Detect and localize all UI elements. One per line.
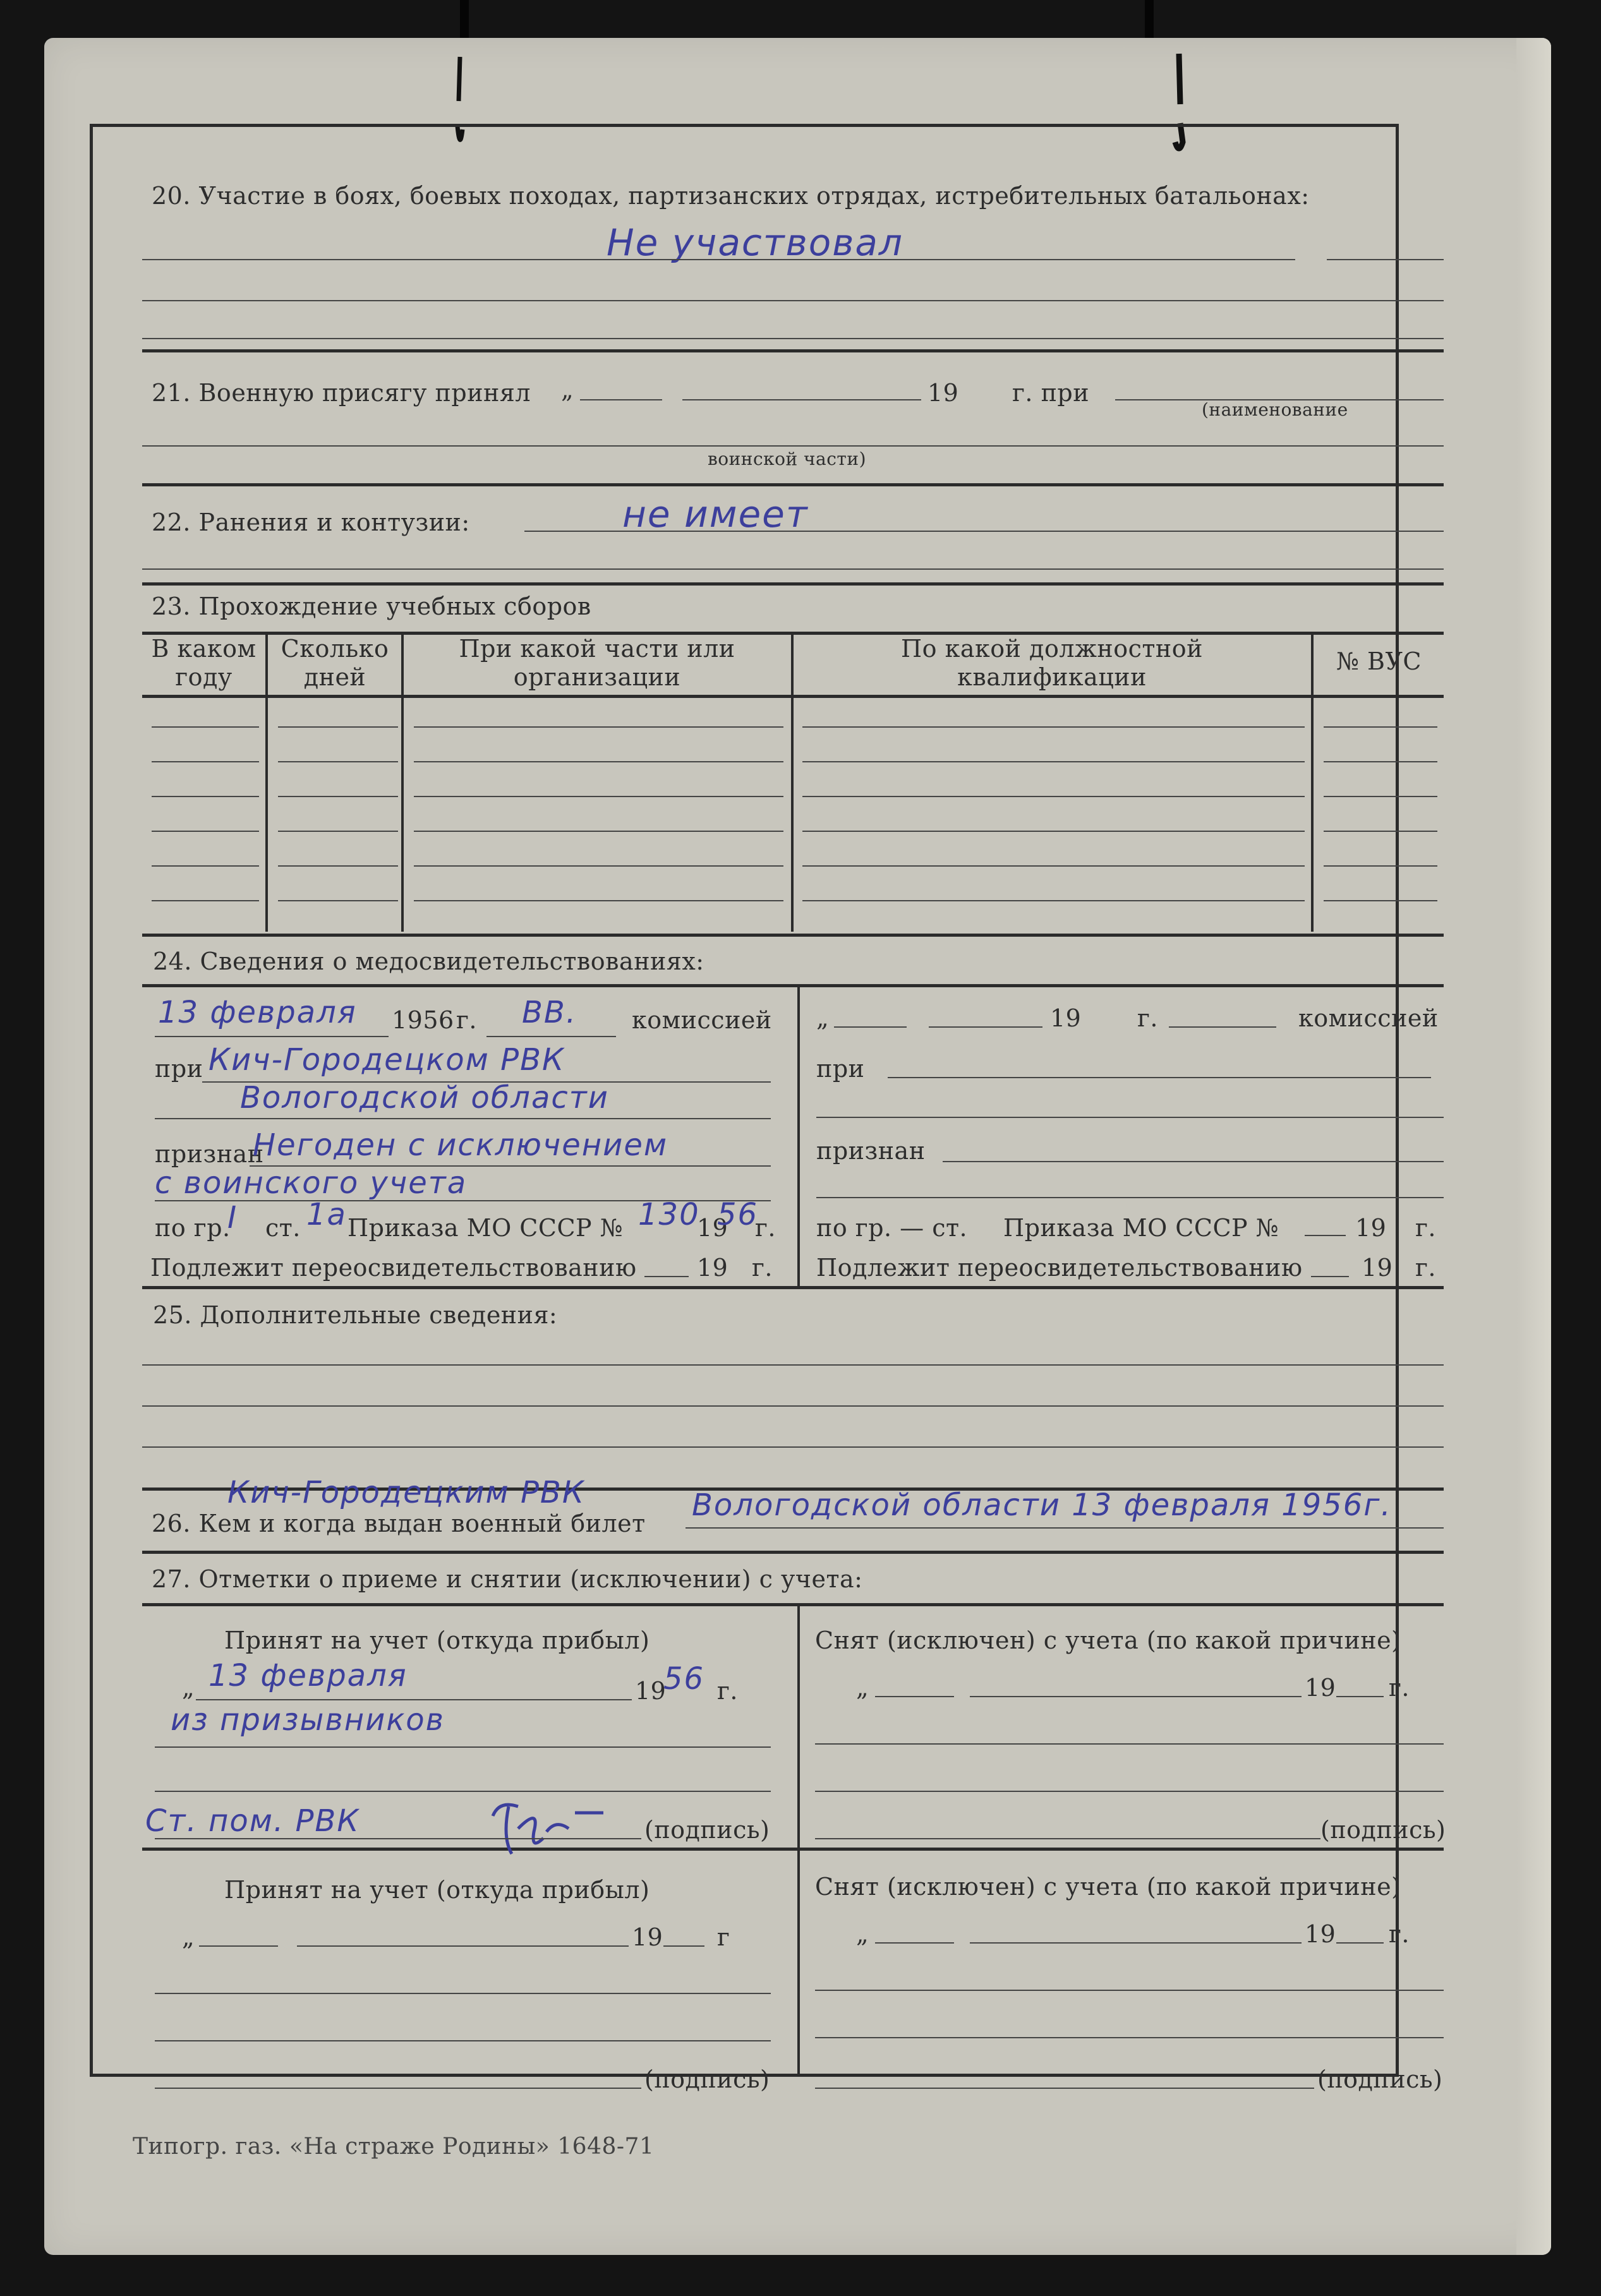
sec23-row-line [414, 761, 783, 762]
sec24-right-g2: г. [1415, 1214, 1436, 1242]
sec23-row-line [414, 796, 783, 797]
sec27-r2-g: г. [1389, 1920, 1410, 1948]
sec27-r1-month-line [970, 1696, 1302, 1697]
sec22-answer: не имеет [622, 493, 809, 536]
sec27-r2-removed: Снят (исключен) с учета (по какой причине) [815, 1873, 1401, 1901]
sec24-left-podlezhit: Подлежит переосвидетельствованию [150, 1254, 637, 1282]
sec20-answer: Не участвовал [607, 221, 904, 264]
sec27-a1-date-hw: 13 февраля [208, 1658, 408, 1693]
sec23-row-line [278, 726, 398, 728]
sec24-right-podlezhit: Подлежит переосвидетельствованию [816, 1254, 1303, 1282]
sec25-line-3 [142, 1446, 1444, 1448]
sec24-right-pri-line-2 [816, 1117, 1444, 1118]
sec27-a2-g: г [717, 1923, 730, 1951]
divider-20-21 [142, 349, 1444, 352]
sec23-row-line [278, 761, 398, 762]
sec23-header-bottom [142, 695, 1444, 698]
sec23-row-line [1324, 900, 1437, 901]
sec24-right-podlezhit-line [1311, 1276, 1349, 1277]
sec24-left-gr-hw: I [227, 1200, 238, 1235]
sec23-row-line [414, 726, 783, 728]
sec27-a2-quote: „ [182, 1923, 195, 1951]
sec23-row-line [1324, 726, 1437, 728]
sec27-a1-accepted: Принят на учет (откуда прибыл) [224, 1626, 650, 1654]
sec21-label: 21. Военную присягу принял [152, 379, 531, 407]
sec27-r1-sign-line [815, 1838, 1320, 1839]
sec24-right-year: 19 [1050, 1004, 1082, 1032]
sec23-row-line [1324, 865, 1437, 867]
sec27-r2-line-2 [815, 1990, 1444, 1991]
sec27-r2-month-line [970, 1942, 1302, 1944]
sec23-row-line [278, 865, 398, 867]
sec27-a1-date-line [196, 1699, 632, 1700]
sec20-label: 20. Участие в боях, боевых походах, партизанских отрядах, истребительных батальонах: [152, 182, 1310, 210]
sec24-right-nr-line [1305, 1235, 1346, 1236]
sec27-r2-signature: (подпись) [1317, 2065, 1443, 2093]
sec24-right-pri-line-1 [888, 1077, 1431, 1078]
sec24-right-quote: „ [816, 1004, 830, 1032]
sec27-a1-year-hw: 56 [663, 1661, 705, 1697]
sec23-row-line [414, 900, 783, 901]
sec21-year: 19 [927, 379, 959, 407]
sec25-line-2 [142, 1405, 1444, 1407]
sec21-g-pri: г. при [1012, 379, 1090, 407]
sec27-a1-signature: (подпись) [644, 1816, 770, 1844]
sec23-row-line [152, 865, 259, 867]
sec23-header-days-2: дней [303, 663, 366, 691]
sec23-row-line [1324, 796, 1437, 797]
divider-23-24 [142, 934, 1444, 937]
sec23-row-line [152, 796, 259, 797]
sec23-row-line [152, 831, 259, 832]
sec24-left-pri: при [155, 1055, 203, 1083]
sec24-right-day-line [834, 1026, 907, 1028]
sec27-r1-removed: Снят (исключен) с учета (по какой причине) [815, 1626, 1401, 1654]
sec27-a1-year: 19 [635, 1677, 667, 1705]
sec23-row-line [802, 865, 1305, 867]
sec24-left-st-hw: 1а [306, 1197, 347, 1232]
sec24-left-commission-line [486, 1036, 616, 1037]
sec22-line-1 [524, 531, 1444, 532]
sec27-r2-line-3 [815, 2037, 1444, 2038]
sec24-right-pri: при [816, 1055, 865, 1083]
sec24-left-priznan-hw-1: Негоден с исключением [253, 1127, 668, 1163]
sec27-a1-sign-hw: Ст. пом. РВК [145, 1803, 360, 1839]
sec23-col-div-4 [1311, 632, 1314, 932]
sec24-right-g: г. [1137, 1004, 1158, 1032]
sec21-quote: „ [561, 376, 574, 404]
sec27-a1-sign-line [155, 1838, 641, 1839]
sec21-day-line [580, 399, 662, 400]
sec23-row-line [802, 796, 1305, 797]
sec27-a2-signature: (подпись) [644, 2065, 770, 2093]
sec23-header-qual-2: квалификации [957, 663, 1147, 691]
sec20-line-1 [142, 259, 1295, 260]
sec27-mid [142, 1848, 1444, 1851]
sec27-r1-signature: (подпись) [1320, 1816, 1446, 1844]
sec24-left-nr-hw: 130 [638, 1197, 700, 1232]
sec25-label: 25. Дополнительные сведения: [153, 1301, 558, 1329]
sec24-right-comm-line [1169, 1026, 1276, 1028]
handwritten-signature-icon [480, 1794, 607, 1870]
sec24-left-year2: 19 [697, 1214, 728, 1242]
sec27-col-div [797, 1603, 800, 2077]
sec24-right-priznan: признан [816, 1137, 926, 1165]
sec21-chast: воинской части) [708, 448, 867, 469]
sec23-header-unit-1: При какой части или [459, 635, 735, 663]
sec27-a2-month-line [297, 1945, 629, 1947]
sec24-left-date-line [155, 1036, 389, 1037]
sec24-left-pri-hw-2: Вологодской области [240, 1080, 609, 1115]
sec24-left-year: 1956 [392, 1006, 454, 1034]
sec27-r1-line-2 [815, 1743, 1444, 1745]
sec27-a2-year: 19 [632, 1923, 663, 1951]
sec23-header-year-2: году [175, 663, 233, 691]
sec26-hw-2: Вологодской области 13 февраля 1956г. [692, 1488, 1392, 1523]
sec23-header-qual-1: По какой должностной [901, 635, 1203, 663]
sec22-line-2 [142, 568, 1444, 570]
sec23-row-line [802, 831, 1305, 832]
sec27-a2-line-3 [155, 2040, 771, 2041]
sec27-top [142, 1603, 1444, 1606]
sec27-r1-line-3 [815, 1791, 1444, 1792]
sec24-left-podlezhit-line [644, 1276, 689, 1277]
sec27-r2-year: 19 [1305, 1920, 1336, 1948]
sec24-left-priznan-hw-2: с воинского учета [155, 1165, 468, 1201]
sec24-left-st: ст. [265, 1214, 301, 1242]
sec23-row-line [802, 761, 1305, 762]
sec27-a2-year-line [663, 1945, 704, 1947]
sec27-r2-quote: „ [856, 1920, 869, 1948]
divider-26-27 [142, 1551, 1444, 1554]
sec23-header-year-1: В каком [151, 635, 257, 663]
sec23-row-line [152, 900, 259, 901]
divider-22-23 [142, 582, 1444, 586]
sec27-a1-from-hw: из призывников [171, 1702, 445, 1738]
sec20-line-2 [1327, 259, 1444, 260]
sec24-left-commission: комиссией [632, 1006, 772, 1034]
sec21-naim: (наименование [1202, 399, 1348, 420]
sec27-r2-day-line [875, 1942, 954, 1944]
sec24-col-div [797, 984, 800, 1287]
sec23-col-div-2 [401, 632, 404, 932]
sec24-left-p-year: 19 [697, 1254, 728, 1282]
sec24-right-month-line [929, 1026, 1042, 1028]
sec24-right-p-year: 19 [1362, 1254, 1393, 1282]
sec26-hw-1: Кич-Городецким РВК [227, 1475, 585, 1510]
sec23-row-line [802, 726, 1305, 728]
sec24-left-pri-hw-1: Кич-Городецком РВК [208, 1042, 565, 1078]
sec27-r2-sign-line [815, 2088, 1314, 2089]
sec23-row-line [802, 900, 1305, 901]
sec21-month-line [682, 399, 921, 400]
sec24-right-po-gr: по гр. — ст. [816, 1214, 968, 1242]
sec24-right-priznan-line-2 [816, 1197, 1444, 1198]
sec27-r1-g: г. [1389, 1674, 1410, 1702]
sec27-a1-g: г. [717, 1677, 738, 1705]
sec21-line-2 [142, 445, 1444, 447]
sec23-col-div-1 [265, 632, 268, 932]
footer-printer: Типогр. газ. «На страже Родины» 1648-71 [133, 2134, 655, 2160]
sec24-left-year2-hw: 56 [717, 1197, 759, 1232]
sec27-a2-sign-line [155, 2088, 641, 2089]
sec24-left-prikaz: Приказа МО СССР № [347, 1214, 624, 1242]
divider-24-25 [142, 1286, 1444, 1289]
sec27-a1-line-2 [155, 1746, 771, 1748]
sec23-row-line [1324, 761, 1437, 762]
divider-21-22 [142, 483, 1444, 486]
sec24-right-prikaz: Приказа МО СССР № [1003, 1214, 1279, 1242]
sec24-left-po-gr: по гр. [155, 1214, 231, 1242]
sec24-top [142, 984, 1444, 987]
sec24-left-g: г. [456, 1006, 477, 1034]
sec23-row-line [152, 726, 259, 728]
sec24-left-date: 13 февраля [158, 995, 357, 1030]
sec24-label: 24. Сведения о медосвидетельствованиях: [153, 947, 704, 975]
sec24-right-year2: 19 [1355, 1214, 1387, 1242]
sec24-right-priznan-line-1 [943, 1161, 1444, 1162]
sec27-r1-year-line [1336, 1696, 1384, 1697]
sheet-edge [1516, 38, 1551, 2255]
sec24-left-p-g: г. [752, 1254, 773, 1282]
sec23-row-line [414, 865, 783, 867]
sec27-label: 27. Отметки о приеме и снятии (исключении) с учета: [152, 1565, 863, 1593]
sec27-r1-year: 19 [1305, 1674, 1336, 1702]
sec23-row-line [414, 831, 783, 832]
sec25-line-1 [142, 1364, 1444, 1366]
sec27-a1-quote: „ [182, 1674, 195, 1702]
sec24-right-commission: комиссией [1298, 1004, 1439, 1032]
sec24-left-commission-hw: ВВ. [522, 995, 577, 1030]
sec27-a2-line-2 [155, 1993, 771, 1994]
sec24-right-p-g: г. [1415, 1254, 1436, 1282]
sec26-line [686, 1527, 1444, 1529]
sec20-line-4 [142, 338, 1444, 339]
sec23-row-line [1324, 831, 1437, 832]
sec24-left-priznan: признан [155, 1140, 264, 1168]
sec23-header-unit-2: организации [513, 663, 681, 691]
sec23-row-line [278, 900, 398, 901]
sec27-r1-quote: „ [856, 1674, 869, 1702]
sec23-header-days-1: Сколько [281, 635, 389, 663]
sec27-a1-line-3 [155, 1791, 771, 1792]
sec22-label: 22. Ранения и контузии: [152, 508, 470, 536]
sec27-r1-day-line [875, 1696, 954, 1697]
sec27-a2-accepted: Принят на учет (откуда прибыл) [224, 1876, 650, 1904]
sec23-header-vus: № ВУС [1336, 647, 1422, 675]
sec23-row-line [152, 761, 259, 762]
sec23-col-div-3 [791, 632, 794, 932]
sec24-left-pri-line-2 [155, 1118, 771, 1119]
sec26-label: 26. Кем и когда выдан военный билет [152, 1510, 646, 1537]
sec23-label: 23. Прохождение учебных сборов [152, 592, 591, 620]
sec23-row-line [278, 831, 398, 832]
sec23-row-line [278, 796, 398, 797]
sec27-r2-year-line [1336, 1942, 1384, 1944]
sec27-a2-day-line [199, 1945, 278, 1947]
sec24-left-g2: г. [755, 1214, 776, 1242]
sec20-line-3 [142, 300, 1444, 301]
